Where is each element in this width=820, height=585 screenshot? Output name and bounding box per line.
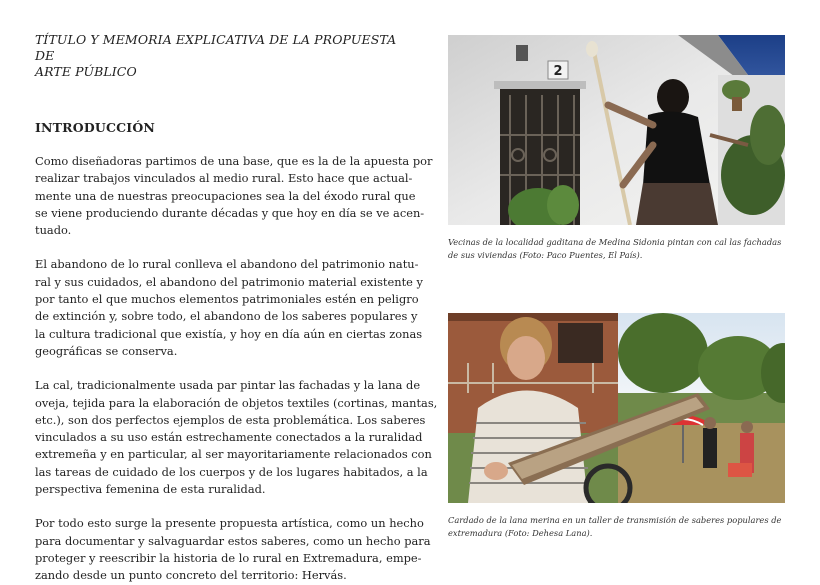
text-line: etc.), son dos perfectos ejemplos de esta problemática. Los saberes [35,412,426,427]
text-line: perspectiva femenina de esta ruralidad. [35,482,266,497]
wool-carding-photo [448,313,785,503]
text-line: de extinción y, sobre todo, el abandono de los saberes populares y [35,309,418,324]
caption-line: extremadura (Foto: Dehesa Lana). [448,528,593,538]
caption-line: de sus viviendas (Foto: Paco Puentes, El País). [448,250,643,260]
paragraph-2 [35,256,423,360]
text-line: proteger y reescribir la historia de lo rural en Extremadura, empe- [35,550,422,565]
text-line: Por todo esto surge la presente propuesta artística, como un hecho [35,516,424,531]
text-line: por tanto el que muchos elementos patrimoniales estén en peligro [35,292,419,307]
text-line: ral y sus cuidados, el abandono del patrimonio material existente y [35,274,423,289]
text-line: para documentar y salvaguardar estos saberes, como un hecho para [35,533,431,548]
paragraph-4 [35,515,431,584]
title-line: ARTE PÚBLICO [35,64,137,79]
text-line: tuado. [35,223,72,238]
whitewashing-photo [448,35,785,225]
text-line: oveja, tejida para la elaboración de objetos textiles (cortinas, mantas, [35,395,438,410]
title-line: TÍTULO Y MEMORIA EXPLICATIVA DE LA PROPUESTA DE [35,32,397,63]
figure-caption-1 [448,236,793,262]
text-line: extremeña y en particular, al ser mayoritariamente relacionados con [35,447,432,462]
text-line: las tareas de cuidado de los cuerpos y de los lugares habitados, a la [35,464,428,479]
text-line: Como diseñadoras partimos de una base, que es la de la apuesta por [35,154,433,168]
text-line: zando desde un punto concreto del territorio: Hervás. [35,568,347,583]
text-line: la cultura tradicional que existía, y hoy en día aún en ciertas zonas [35,326,423,341]
caption-line: Vecinas de la localidad gaditana de Medina Sidonia pintan con cal las fachadas [448,237,782,247]
text-line: mente una de nuestras preocupaciones sea la del éxodo rural que [35,188,416,203]
paragraph-3 [35,377,438,498]
text-line: realizar trabajos vinculados al medio rural. Esto hace que actual- [35,171,413,186]
house-number: 2 [553,64,563,79]
text-line: vinculados a su uso están estrechamente conectados a la ruralidad [35,430,423,445]
text-line: La cal, tradicionalmente usada par pintar las fachadas y la lana de [35,378,421,393]
text-line: geográficas se conserva. [35,343,178,358]
section-heading: INTRODUCCIÓN [35,120,156,135]
text-line: El abandono de lo rural conlleva el abandono del patrimonio natu- [35,257,419,272]
figure-caption-2 [448,514,793,540]
document-title [35,32,410,80]
text-column [35,32,438,585]
text-line: se viene produciendo durante décadas y que hoy en día se ve acen- [35,205,425,220]
caption-line: Cardado de la lana merina en un taller de transmisión de saberes populares de [448,515,782,525]
paragraph-1 [35,153,433,239]
